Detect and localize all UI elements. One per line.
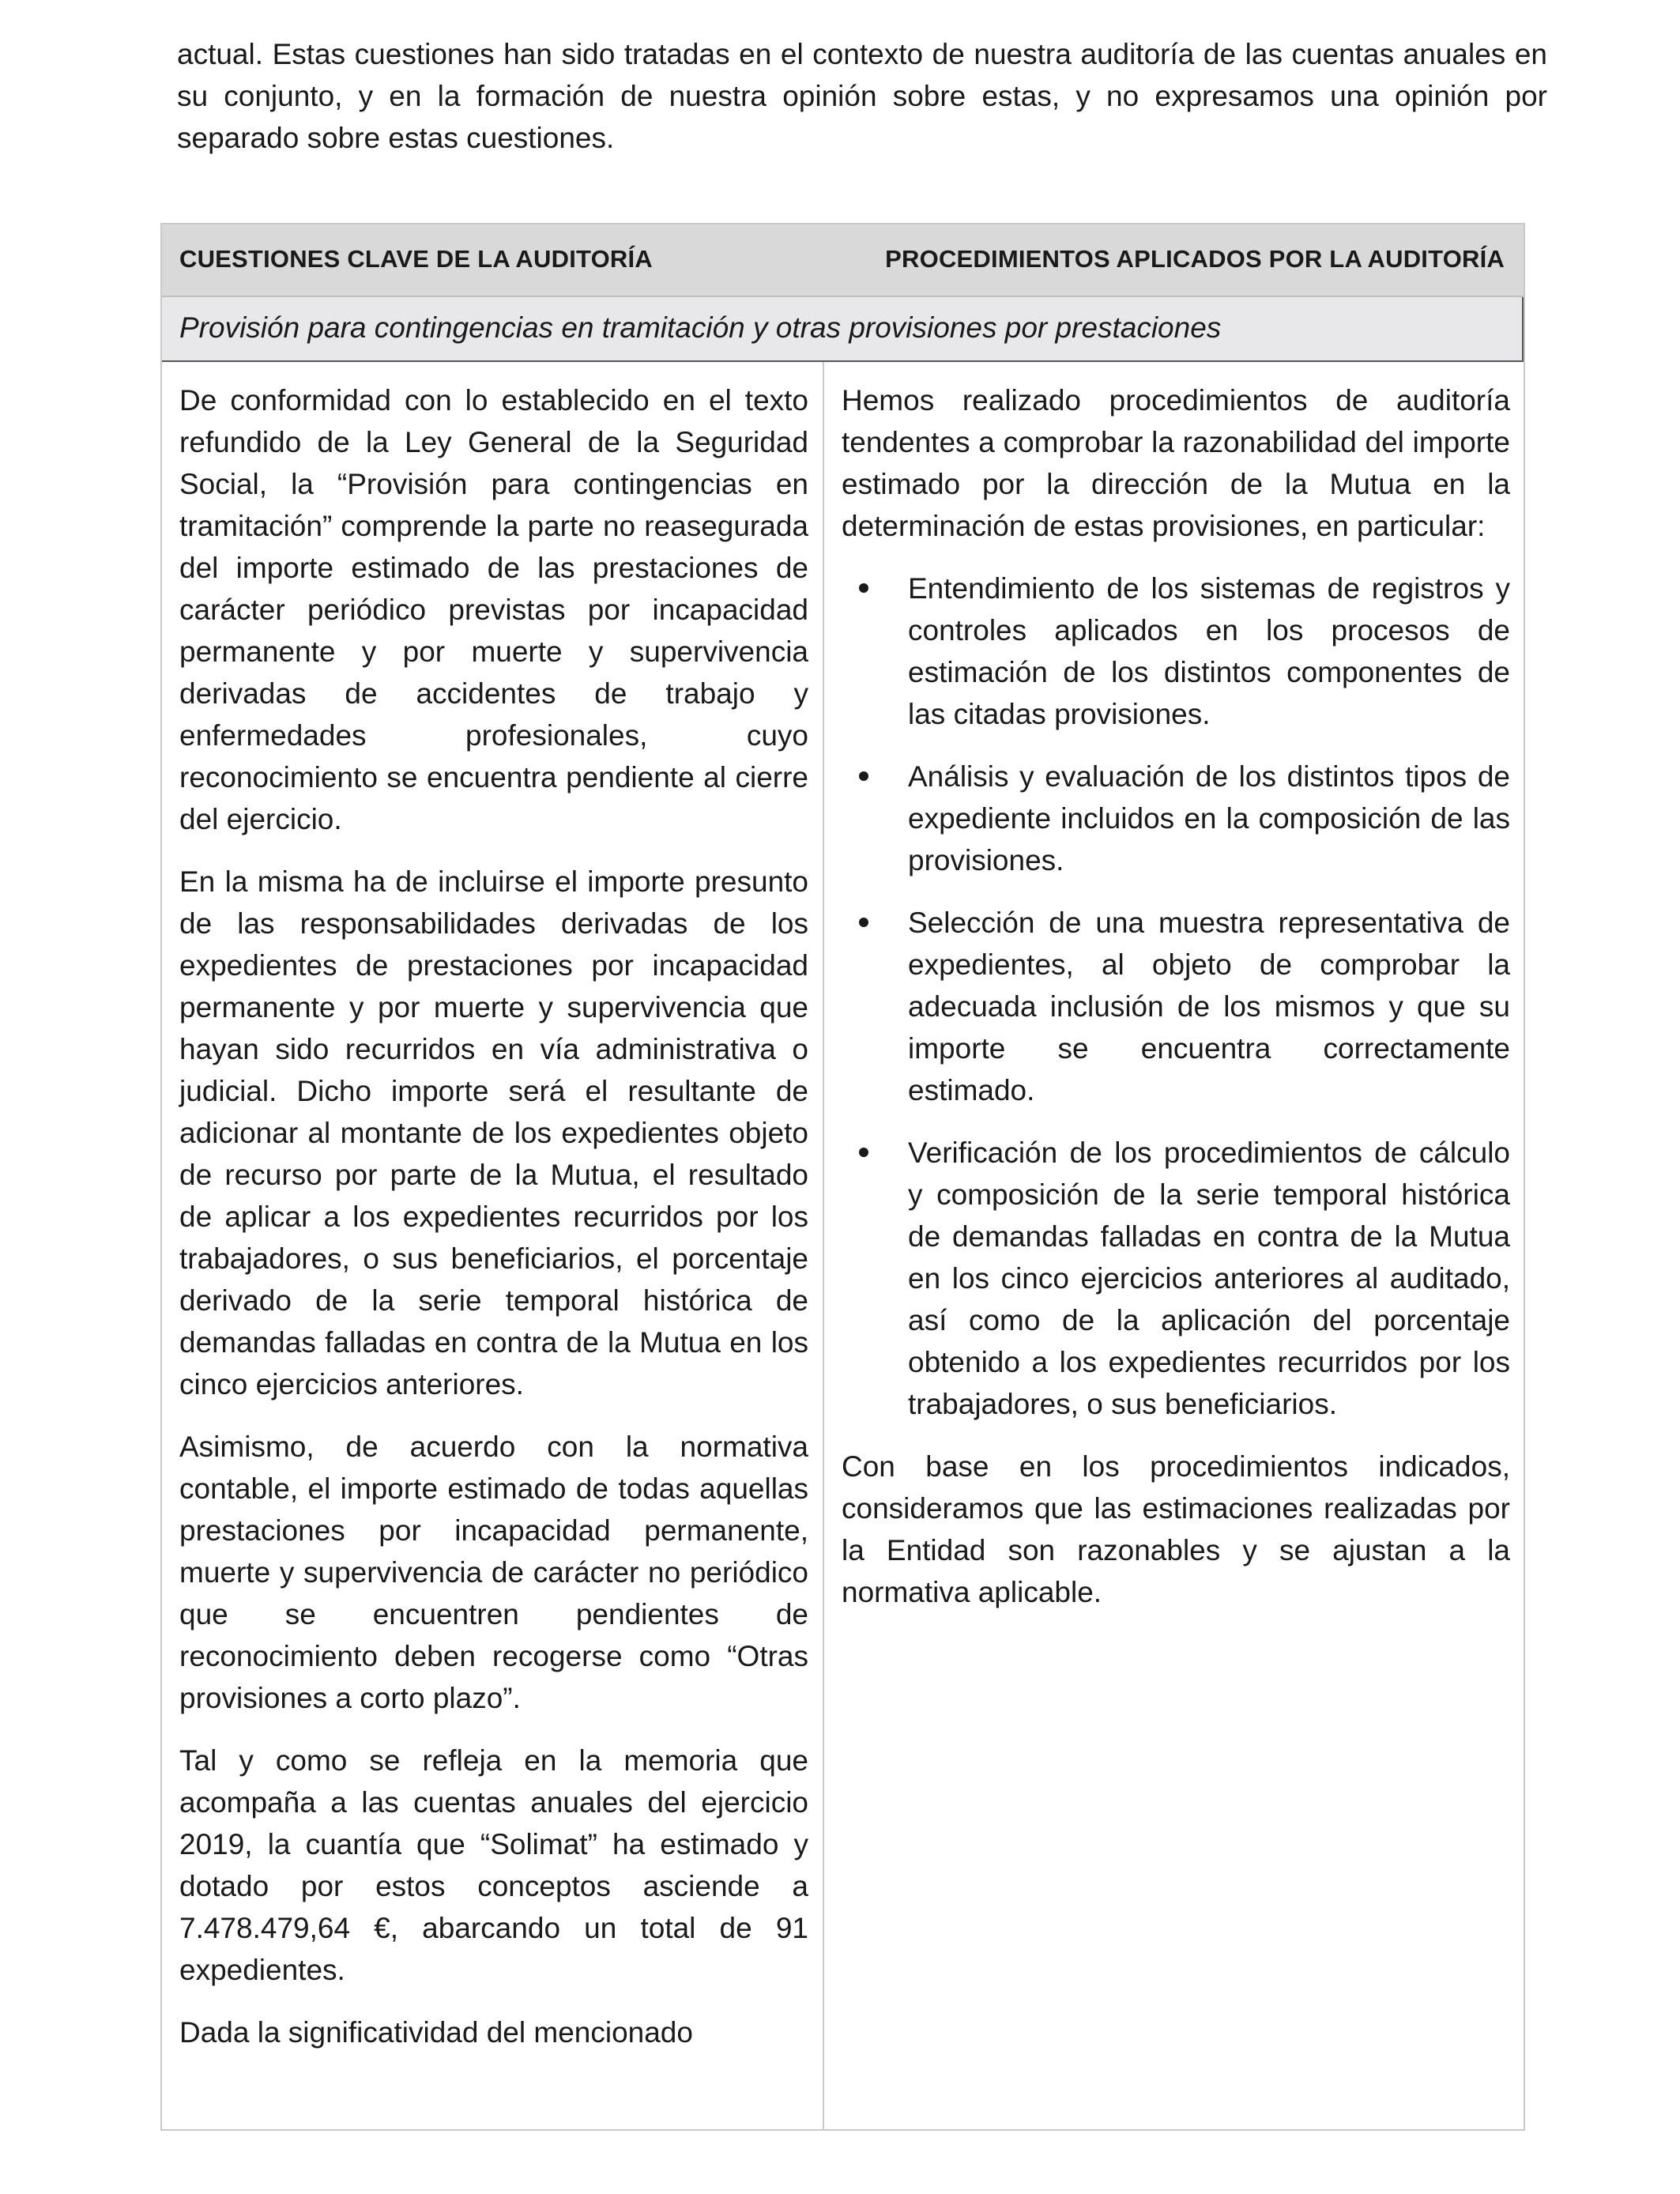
key-matter-paragraph: De conformidad con lo establecido en el texto refundido de la Ley General de la Seguridad Social, la “Provisión para contingencias en tramitación” comprende la parte no reasegurada del importe estimado de las prestaciones de carácter periódico previstas por incapacidad permanente y por muerte y supervivencia derivadas de accidentes de trabajo y enfermedades profesionales, cuyo reconocimiento se encuentra pendiente al cierre del ejercicio. <box>179 384 808 835</box>
bullet-icon <box>859 583 868 593</box>
bullet-icon <box>859 771 868 781</box>
key-matter-paragraph: Asimismo, de acuerdo con la normativa contable, el importe estimado de todas aquellas prestaciones por incapacidad permanente, muerte y supervivencia de carácter no periódico que se encuentren pendientes de reconocimiento deben recogerse como “Otras provisiones a corto plazo”. <box>179 1431 808 1714</box>
procedures-column <box>842 379 1510 1634</box>
key-matter-paragraph: En la misma ha de incluirse el importe presunto de las responsabilidades derivadas de los expedientes de prestaciones por incapacidad permanente y por muerte y supervivencia que hayan sido recurridos en vía administrativa o judicial. Dicho importe será el resultante de adicionar al montante de los expedientes objeto de recurso por parte de la Mutua, el resultado de aplicar a los expedientes recurridos por los trabajadores, o sus beneficiarios, el porcentaje derivado de la serie temporal histórica de demandas falladas en contra de la Mutua en los cinco ejercicios anteriores. <box>179 865 808 1400</box>
procedures-list <box>842 567 1510 1425</box>
bullet-icon <box>859 918 868 927</box>
section-subheader <box>162 297 1524 362</box>
key-matter-paragraph: Dada la significatividad del mencionado <box>179 2016 693 2049</box>
intro-paragraph: actual. Estas cuestiones han sido tratadas en el contexto de nuestra auditoría de las cuentas anuales en su conjunto, y en la formación de nuestra opinión sobre estas, y no expresamos una opinión por separado sobre estas cuestiones. <box>177 38 1547 154</box>
list-item <box>842 567 1510 735</box>
key-audit-matters-table <box>160 223 1525 2131</box>
procedures-intro: Hemos realizado procedimientos de auditoría tendentes a comprobar la razonabilidad del importe estimado por la dirección de la Mutua en la determinación de estas provisiones, en particular: <box>842 384 1510 542</box>
list-item-text: Entendimiento de los sistemas de registros y controles aplicados en los procesos de estimación de los distintos componentes de las citadas provisiones. <box>908 572 1510 730</box>
key-matters-column <box>179 379 808 2074</box>
list-item-text: Verificación de los procedimientos de cálculo y composición de la serie temporal histórica de demandas falladas en contra de la Mutua en los cinco ejercicios anteriores al auditado, así como de la aplicación del porcentaje obtenido a los expedientes recurridos por los trabajadores, o sus beneficiarios. <box>908 1137 1510 1420</box>
list-item <box>842 902 1510 1111</box>
key-matter-paragraph: Tal y como se refleja en la memoria que acompaña a las cuentas anuales del ejercicio 2019, la cuantía que “Solimat” ha estimado y dotado por estos conceptos asciende a 7.478.479,64 €, abarcando un total de 91 expedientes. <box>179 1744 808 1986</box>
list-item-text: Selección de una muestra representativa de expedientes, al objeto de comprobar la adecuada inclusión de los mismos y que su importe se encuentra correctamente estimado. <box>908 907 1510 1106</box>
list-item <box>842 756 1510 881</box>
bullet-icon <box>859 1148 868 1157</box>
list-item <box>842 1132 1510 1425</box>
table-header-row <box>162 224 1524 297</box>
column-divider <box>823 362 824 2131</box>
subheader-title: Provisión para contingencias en tramitación y otras provisiones por prestaciones <box>179 311 1222 344</box>
header-key-matters: CUESTIONES CLAVE DE LA AUDITORÍA <box>179 245 653 273</box>
list-item-text: Análisis y evaluación de los distintos tipos de expediente incluidos en la composición de las provisiones. <box>908 760 1510 876</box>
procedures-conclusion: Con base en los procedimientos indicados, consideramos que las estimaciones realizadas por la Entidad son razonables y se ajustan a la normativa aplicable. <box>842 1450 1510 1608</box>
header-procedures: PROCEDIMIENTOS APLICADOS POR LA AUDITORÍA <box>885 245 1505 273</box>
